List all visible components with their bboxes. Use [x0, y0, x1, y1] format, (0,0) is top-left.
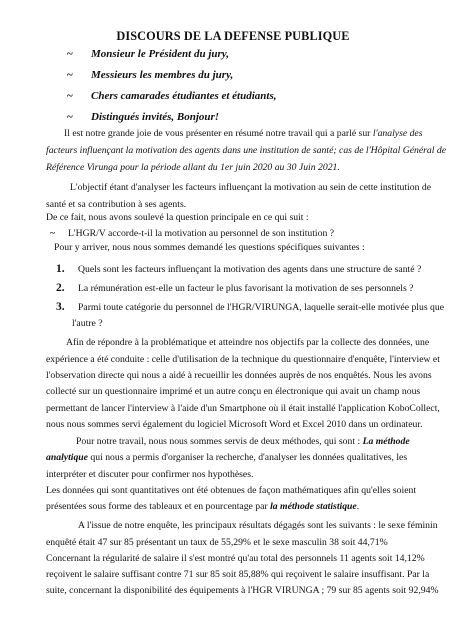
list-item	[56, 281, 413, 296]
text-span: Il est notre grande joie de vous présenter en résumé notre travail qui a parlé sur	[64, 128, 373, 139]
greeting-line	[67, 110, 219, 124]
paragraph-line: Pour y arriver, nous nous sommes demandé les questions spécifiques suivantes :	[54, 242, 365, 253]
list-number: 1.	[56, 263, 65, 275]
list-text: Parmi toute catégorie du personnel de l'HGR/VIRUNGA, laquelle serait-elle motivée plus que	[78, 302, 445, 313]
greeting-marker: ~	[67, 90, 73, 102]
paragraph-line: nous nous sommes servi également du logiciel Microsoft Word et Excel 2010 dans un ordinateur.	[46, 419, 423, 430]
text-span: qui nous a permis d'organiser la recherche, d'analyser les données qualitatives, les	[87, 452, 408, 463]
paragraph-line: suite, concernant la disponibilité des équipements à l'HGR VIRUNGA ; 79 sur 85 agents soit 92,94%	[46, 585, 439, 596]
list-item	[56, 300, 444, 315]
greeting-text: Monsieur le Président du jury,	[91, 48, 230, 60]
text-span: La méthode	[362, 436, 410, 447]
paragraph-line: interpréter et discuter pour confirmer nos hypothèses.	[46, 469, 254, 480]
paragraph-line: santé et sa contribution à ses agents.	[46, 199, 187, 210]
paragraph-line: De ce fait, nous avons soulevé la question principale en ce qui suit :	[46, 212, 309, 223]
text-span: l'analyse des	[372, 128, 423, 139]
greeting-marker: ~	[67, 111, 73, 123]
paragraph-line	[46, 501, 359, 514]
text-span: présentées sous forme des tableaux et en pourcentage par	[46, 501, 271, 512]
paragraph-line	[76, 436, 410, 449]
paragraph-line: Référence Virunga pour la période allant du 1er juin 2020 au 30 Juin 2021.	[46, 162, 340, 173]
document-title: DISCOURS DE LA DEFENSE PUBLIQUE	[116, 29, 350, 43]
list-text: Quels sont les facteurs influençant la motivation des agents dans une structure de santé ?	[78, 264, 422, 275]
text-span: .	[356, 501, 360, 512]
text-span: L'HGR/V accorde-t-il la motivation au personnel de son institution ?	[68, 228, 335, 239]
paragraph-line	[64, 128, 423, 141]
greeting-text: Distingués invités, Bonjour!	[91, 111, 220, 123]
paragraph-line: reçoivent le salaire suffisant contre 71 sur 85 soit 85,88% qui reçoivent le salaire insuffisant. Par la	[46, 569, 430, 580]
text-span: Pour notre travail, nous nous sommes servis de deux méthodes, qui sont :	[76, 436, 363, 447]
paragraph-line: permettant de lancer l'interview à l'aide d'un Smartphone où il était installé l'application KoboCollect,	[46, 403, 440, 414]
text-span: analytique	[46, 452, 88, 463]
paragraph-line: collecté sur un questionnaire imprimé et un autre conçu en électronique qui avait un champ nous	[46, 386, 421, 397]
text-span: la méthode statistique	[270, 501, 357, 512]
list-text: La rémunération est-elle un facteur le plus favorisant la motivation de ses personnels ?	[78, 283, 414, 294]
greeting-text: Chers camarades étudiantes et étudiants,	[91, 90, 277, 102]
main-question	[50, 228, 334, 241]
greeting-marker: ~	[67, 69, 73, 81]
greeting-text: Messieurs les membres du jury,	[91, 69, 234, 81]
list-item-continuation: l'autre ?	[72, 318, 103, 329]
list-number: 2.	[56, 282, 65, 294]
list-item	[56, 262, 421, 277]
paragraph-line: l'observation directe qui nous a aidé à recueillir les données auprès de nos enquêtés. Nous les avons	[46, 370, 432, 381]
paragraph-line: expérience a été conduite : celle d'utilisation de la technique du questionnaire d'enquête, l'interview et	[46, 354, 440, 365]
paragraph-line: facteurs influençant la motivation des agents dans une institution de santé; cas de l'Hôpital Général de	[46, 145, 447, 156]
paragraph-line	[46, 452, 407, 465]
paragraph-line: Concernant la régularité de salaire il s'est montré qu'au total des personnels 11 agents soit 14,12%	[46, 553, 425, 564]
paragraph-line: Afin de répondre à la problématique et atteindre nos objectifs par la collecte des données, une	[66, 337, 430, 348]
paragraph-line: L'objectif étant d'analyser les facteurs influençant la motivation au sein de cette institution de	[70, 182, 431, 193]
greeting-line	[67, 68, 233, 82]
paragraph-line: A l'issue de notre enquête, les principaux résultats dégagés sont les suivants : le sexe féminin	[78, 520, 438, 531]
question-marker: ~	[50, 228, 56, 239]
greeting-line	[67, 89, 277, 103]
list-number: 3.	[56, 301, 65, 313]
paragraph-line: enquêté était 47 sur 85 présentant un taux de 55,29% et le sexe masculin 38 soit 44,71%	[46, 537, 388, 548]
paragraph-line: Les données qui sont quantitatives ont été obtenues de façon mathématiques afin qu'elles soient	[46, 485, 417, 496]
greeting-line	[67, 47, 229, 61]
greeting-marker: ~	[67, 48, 73, 60]
